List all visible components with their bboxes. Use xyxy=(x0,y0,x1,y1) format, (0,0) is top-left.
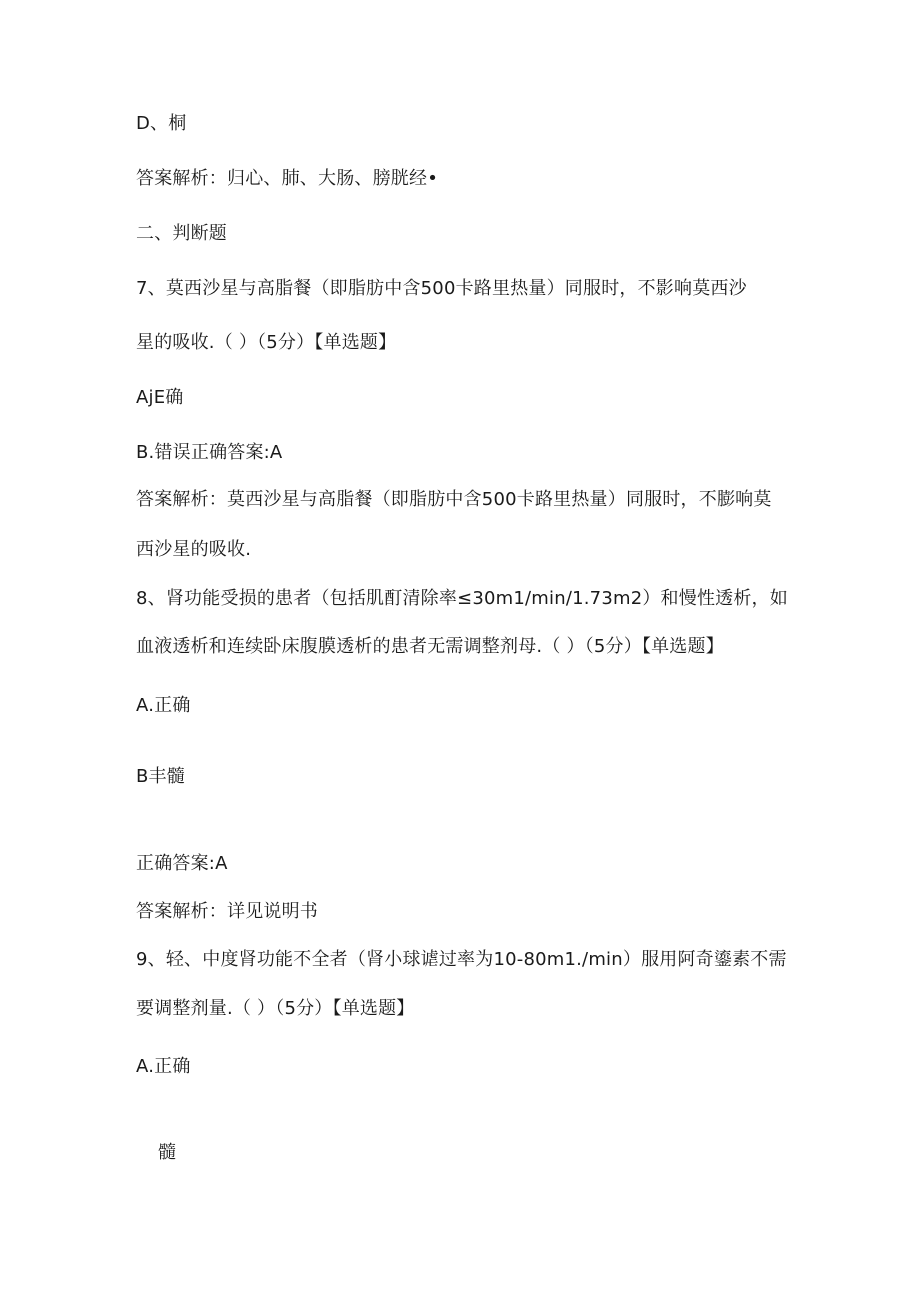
question-8-correct-answer: 正确答案:A xyxy=(136,853,228,874)
question-8-line-2: 血液透析和连续卧床腹膜透析的患者无需调整剂母.（ ）（5分）【单选题】 xyxy=(136,636,724,657)
question-7-option-a: AjE确 xyxy=(136,387,184,408)
question-9-option-a: A.正确 xyxy=(136,1056,191,1077)
question-8-line-1: 8、肾功能受损的患者（包括肌酊清除率≤30m1∕min∕1.73m2）和慢性透析，如 xyxy=(136,588,788,609)
question-9-option-b: 髓 xyxy=(158,1142,177,1163)
question-7-option-b-answer: B.错误正确答案:A xyxy=(136,442,283,463)
question-7-line-2: 星的吸收.（ ）（5分）【单选题】 xyxy=(136,332,397,353)
question-7-explanation-line-2: 西沙星的吸收. xyxy=(136,539,252,560)
question-9-line-1: 9、轻、中度肾功能不全者（肾小球谑过率为10-80m1./min）服用阿奇鎏素不需 xyxy=(136,949,787,970)
question-7-explanation-line-1: 答案解析：莫西沙星与高脂餐（即脂肪中含500卡路里热量）同服时，不膨响莫 xyxy=(136,489,772,510)
question-8-option-b: B丰髓 xyxy=(136,766,185,787)
question-9-line-2: 要调整剂量.（ ）（5分）【单选题】 xyxy=(136,998,415,1019)
option-d-line: D、桐 xyxy=(136,113,187,134)
question-8-option-a: A.正确 xyxy=(136,695,191,716)
answer-explanation-line: 答案解析：归心、肺、大肠、膀胱经• xyxy=(136,168,439,189)
section-heading: 二、判断题 xyxy=(136,223,227,244)
question-8-explanation: 答案解析：详见说明书 xyxy=(136,901,318,922)
question-7-line-1: 7、莫西沙星与高脂餐（即脂肪中含500卡路里热量）同服时，不影响莫西沙 xyxy=(136,278,747,299)
